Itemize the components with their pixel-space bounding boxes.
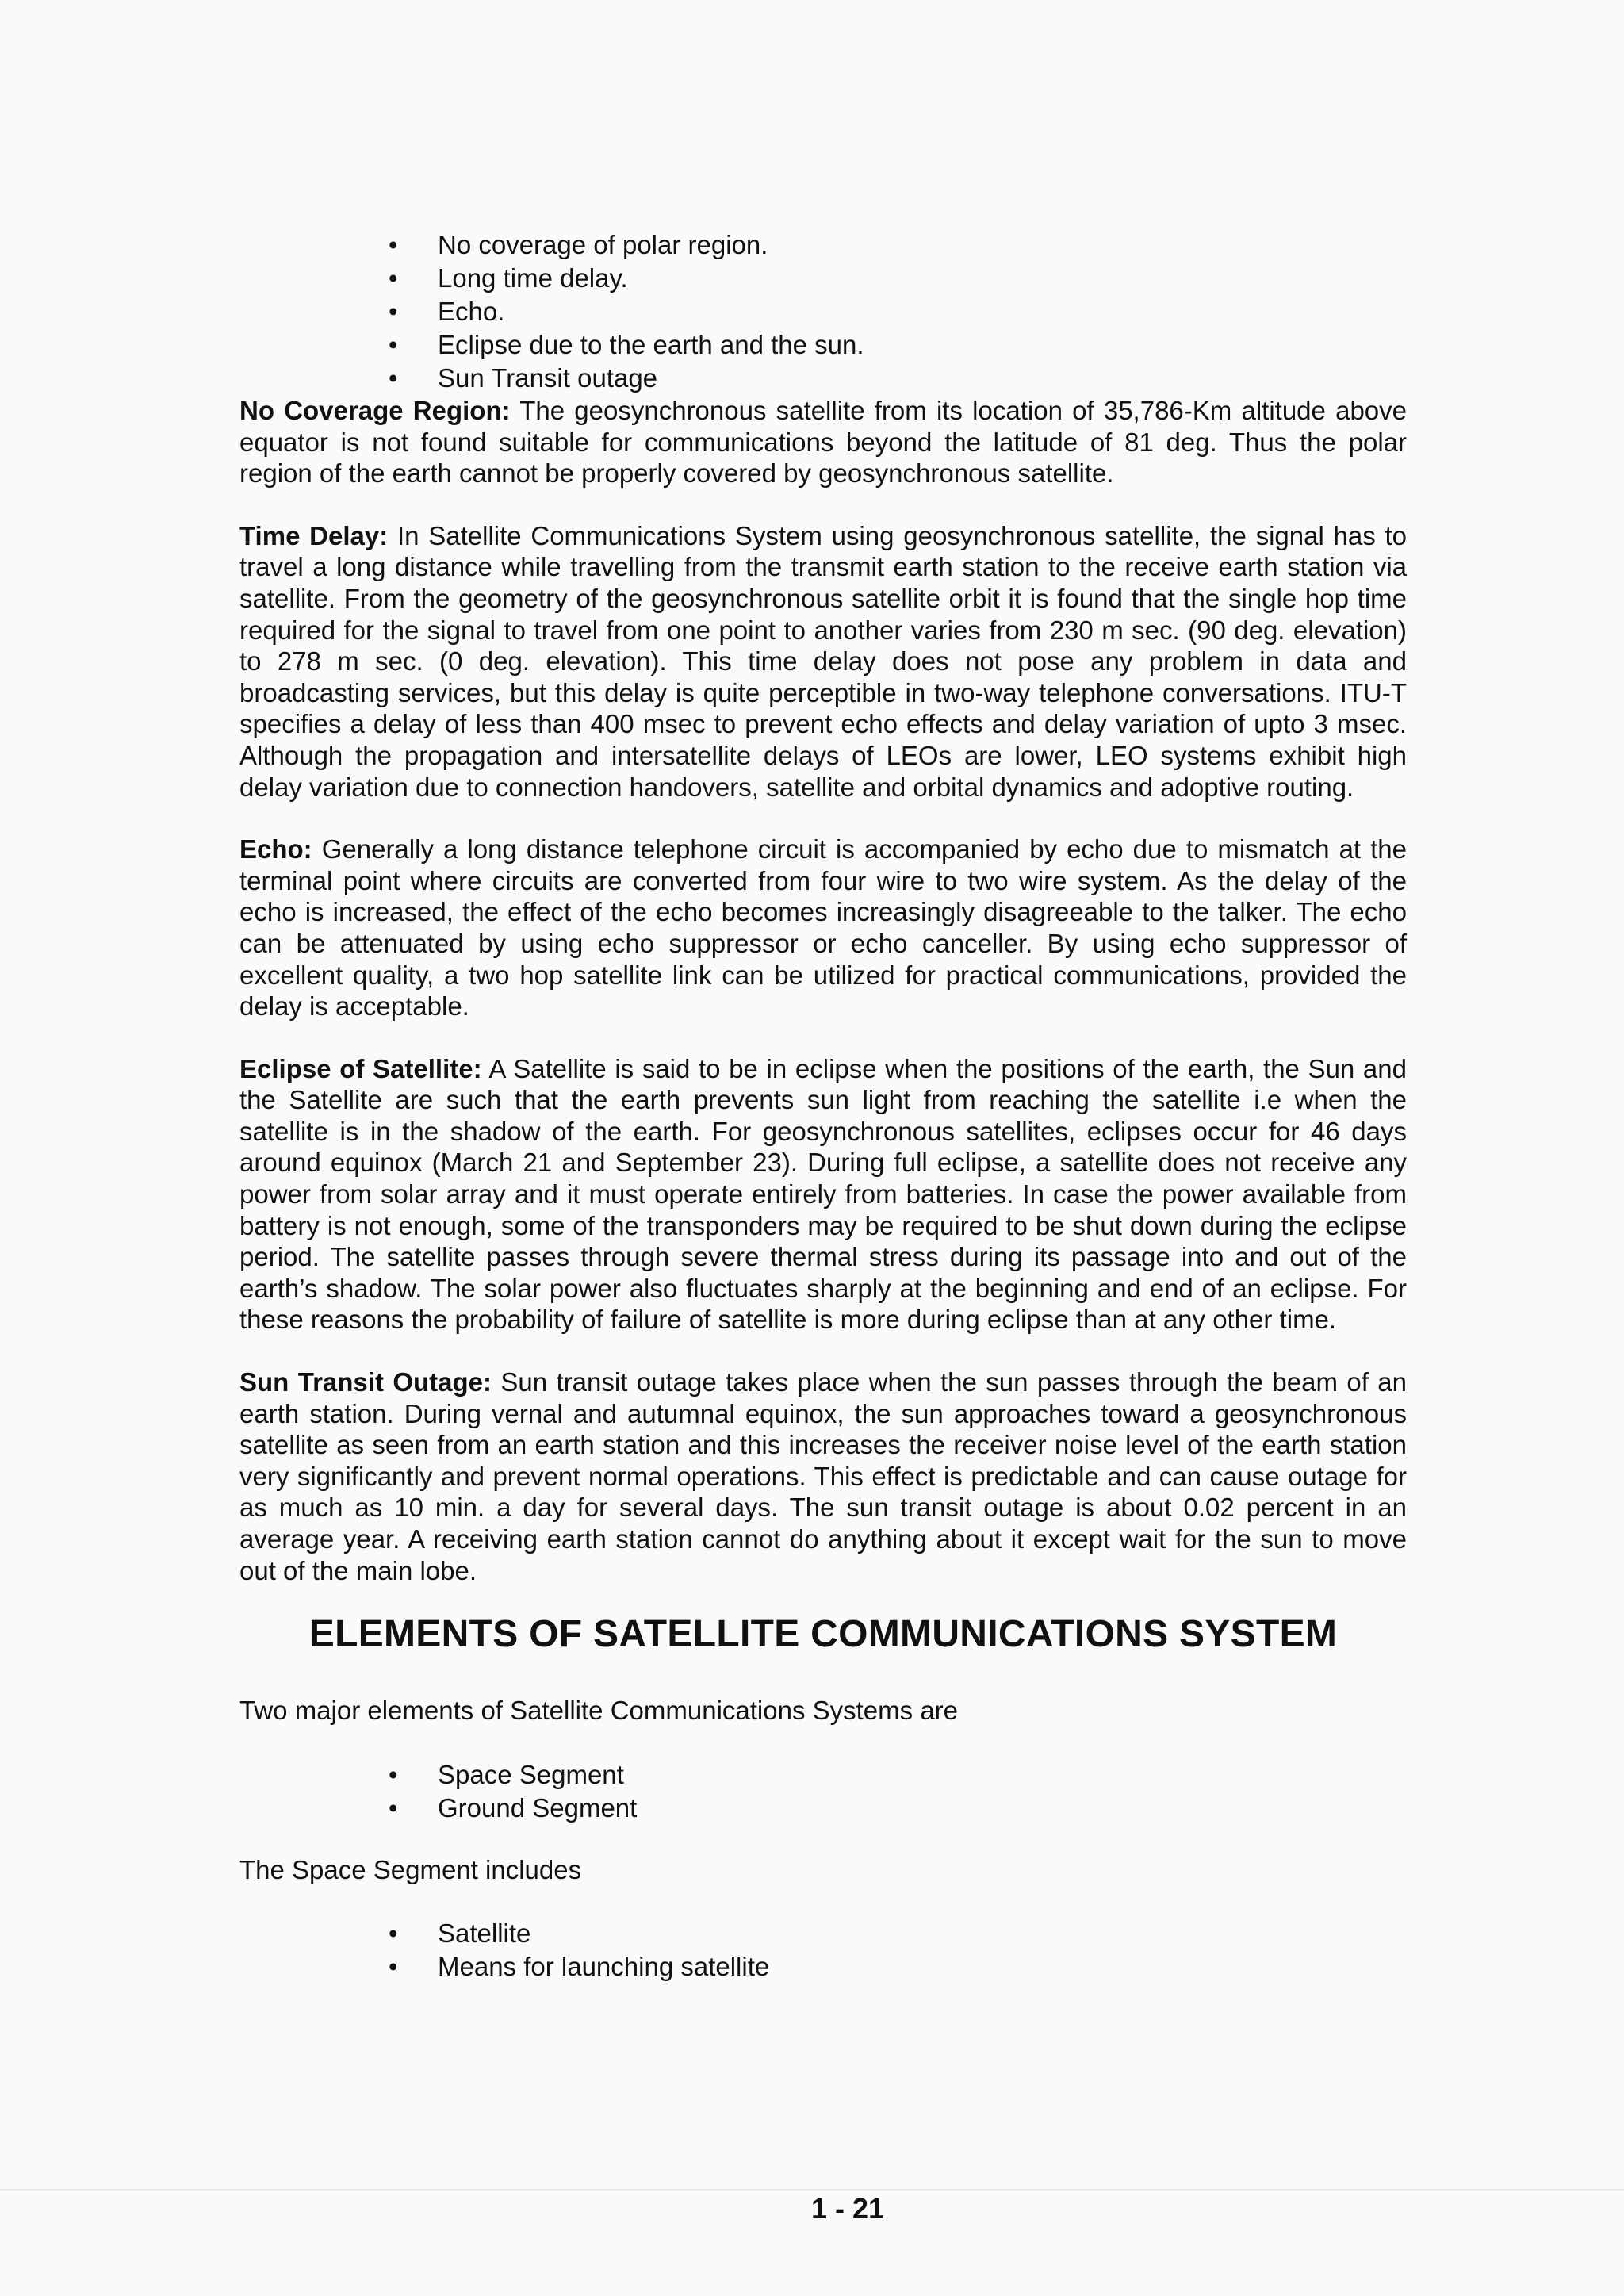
paragraph-text: A Satellite is said to be in eclipse when the positions of the earth, the Sun and the Satellite are such that the earth prevents sun light from reaching the satellite i.e when the satellite is in the shadow of the earth. For geosynchronous satellites, eclipses occur for 46 days around equinox (March 21 and September 23). During full eclipse, a satellite does not receive any power from solar array and it must operate entirely from batteries. In case the power available from battery is not enough, some of the transponders may be required to be shut down during the eclipse period. The satellite passes through severe thermal stress during its passage into and out of the earth’s shadow. The solar power also fluctuates sharply at the beginning and end of an eclipse. For these reasons the probability of failure of satellite is more during eclipse than at any other time. <box>239 1053 1407 1335</box>
list-item: • Means for launching satellite <box>438 1950 1407 1984</box>
list-item: • Eclipse due to the earth and the sun. <box>438 328 1407 362</box>
paragraph-lead: No Coverage Region: <box>239 396 511 425</box>
paragraph-eclipse <box>239 1053 1407 1336</box>
list-item: • Satellite <box>438 1917 1407 1950</box>
section-heading: ELEMENTS OF SATELLITE COMMUNICATIONS SYSTEM <box>308 1613 1338 1656</box>
paragraph-text: Sun transit outage takes place when the sun passes through the beam of an earth station. During vernal and autumnal equinox, the sun approaches toward a geosynchronous satellite as seen from an earth station and this increases the receiver noise level of the earth station very significantly and prevent normal operations. This effect is predictable and can cause outage for as much as 10 min. a day for several days. The sun transit outage is about 0.02 percent in an average year. A receiving earth station cannot do anything about it except wait for the sun to move out of the main lobe. <box>239 1367 1407 1585</box>
paragraph-text: Generally a long distance telephone circuit is accompanied by echo due to mismatch at the terminal point where circuits are converted from four wire to two wire system. As the delay of the echo is increased, the effect of the echo becomes increasingly disagreeable to the talker. The echo can be attenuated by using echo suppressor or echo canceller. By using echo suppressor of excellent quality, a two hop satellite link can be utilized for practical communications, provided the delay is acceptable. <box>239 834 1407 1022</box>
page-body <box>239 228 1407 1984</box>
limitations-list <box>239 228 1407 395</box>
list-item: • Ground Segment <box>438 1792 1407 1825</box>
paragraph-no-coverage <box>239 395 1407 489</box>
space-segment-list <box>239 1917 1407 1984</box>
paragraph-lead: Sun Transit Outage: <box>239 1367 492 1397</box>
paragraph-lead: Eclipse of Satellite: <box>239 1053 482 1083</box>
space-segment-intro: The Space Segment includes <box>239 1854 582 1884</box>
paragraph-time-delay <box>239 520 1407 803</box>
major-elements-list <box>239 1758 1407 1825</box>
paragraph-echo <box>239 834 1407 1022</box>
paragraph-text: The geosynchronous satellite from its location of 35,786-Km altitude above equator is not found suitable for communications beyond the latitude of 81 deg. Thus the polar region of the earth cannot be properly covered by geosynchronous satellite. <box>239 396 1407 489</box>
paragraph-lead: Time Delay: <box>239 520 389 550</box>
paragraph-lead: Echo: <box>239 834 312 864</box>
list-item: • Space Segment <box>438 1758 1407 1792</box>
list-item: • Echo. <box>438 295 1407 328</box>
page-number: 1 - 21 <box>810 2192 885 2225</box>
list-item: • Sun Transit outage <box>438 362 1407 395</box>
major-elements-intro: Two major elements of Satellite Communications Systems are <box>239 1696 959 1726</box>
paragraph-sun-transit <box>239 1366 1407 1586</box>
list-item: • Long time delay. <box>438 262 1407 295</box>
paragraph-text: In Satellite Communications System using geosynchronous satellite, the signal has to travel a long distance while travelling from the transmit earth station to the receive earth station via satellite. From the geometry of the geosynchronous satellite orbit it is found that the single hop time required for the signal to travel from one point to another varies from 230 m sec. (90 deg. elevation) to 278 m sec. (0 deg. elevation). This time delay does not pose any problem in data and broadcasting services, but this delay is quite perceptible in two-way telephone conversations. ITU-T specifies a delay of less than 400 msec to prevent echo effects and delay variation of upto 3 msec. Although the propagation and intersatellite delays of LEOs are lower, LEO systems exhibit high delay variation due to connection handovers, satellite and orbital dynamics and adoptive routing. <box>239 520 1407 802</box>
list-item: • No coverage of polar region. <box>438 228 1407 262</box>
